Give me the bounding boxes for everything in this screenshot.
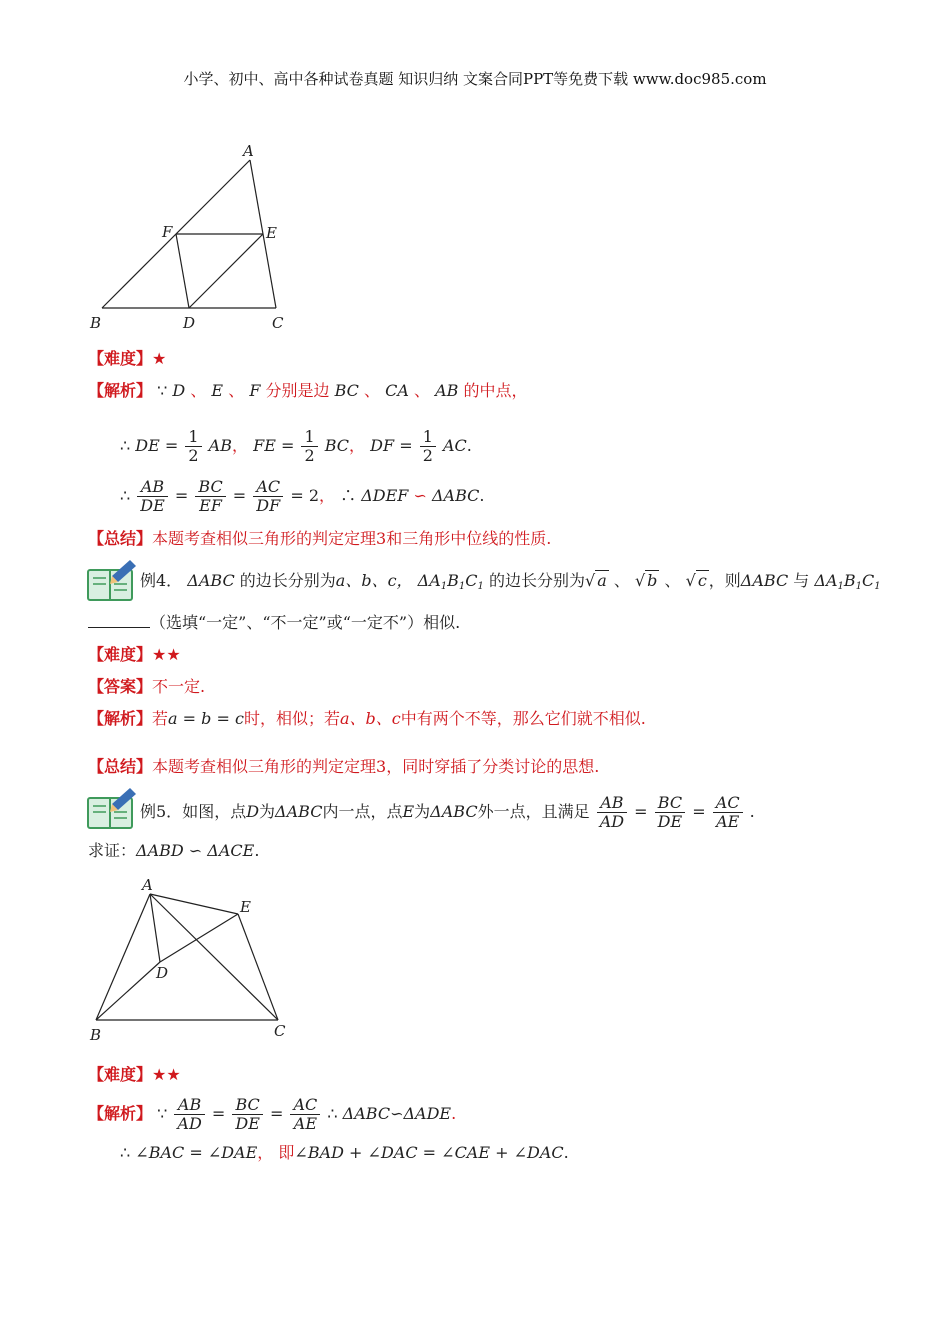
point-label-B: B [90,314,102,332]
denominator: 2 [422,446,433,465]
ex3-analysis-line3 [120,478,484,515]
sep: 、 [664,571,681,590]
var-D: D [172,381,186,400]
triangle-ABC: ΔABC [430,802,478,821]
denominator: AE [293,1114,317,1133]
text-fragment: 时，相似；若 [243,709,340,728]
fraction-AC-AE [290,1096,320,1133]
radicand: a [597,571,607,590]
text-fragment: 若 [152,709,169,728]
therefore-symbol: ∴ [120,436,131,455]
denominator: AD [177,1114,202,1133]
therefore-symbol: ∴ [120,486,131,505]
point-label-A: A [243,142,254,160]
tri-C: C [465,571,478,590]
seg-DF: DF [370,436,395,455]
fraction-AB-DE [137,478,168,515]
sqrt-a: √ a [585,571,607,590]
denominator: DF [256,496,281,515]
denominator: 2 [304,446,315,465]
text-fragment: 外一点，且满足 [477,802,590,821]
equals: = [174,486,189,505]
ex5-prove [88,840,259,862]
ex3-analysis-line1 [88,380,528,402]
seg-AB: AB [208,436,232,455]
fraction-AB-AD [597,794,627,831]
tri-C: C [862,571,875,590]
ex4-question-line2 [88,612,460,634]
vars-abc: a、b、c [339,709,401,728]
figure-triangle-midpoints [80,140,310,340]
tri-B: B [843,571,856,590]
denominator: DE [140,496,165,515]
book-pencil-icon [86,786,138,830]
numerator: AB [174,1096,204,1115]
period: . [466,436,472,455]
seg-BC: BC [324,436,350,455]
because-symbol: ∵ [157,1104,168,1123]
fraction-BC-DE [232,1096,263,1133]
ex4-analysis [88,708,646,730]
equals: = [269,1104,284,1123]
denominator: 2 [188,446,199,465]
numerator: 1 [301,428,317,447]
analysis-label: 【解析】 [88,381,153,400]
fraction-half [185,428,201,465]
text-fragment: 的边长分别为 [239,571,336,590]
segment-AD [150,894,160,962]
segment-DE [160,914,238,962]
triangle-ABC: ΔABC [275,802,323,821]
numerator: BC [232,1096,263,1115]
triangle-A1B1C1 [814,571,880,590]
segment-AB [96,894,150,1020]
triangle-ABC: ΔABC [187,571,235,590]
numerator: 1 [420,428,436,447]
period: . [479,486,485,505]
segment-DE [189,234,263,308]
fraction-BC-EF [195,478,225,515]
example-title: 例5． [140,802,183,821]
numerator: BC [195,478,225,497]
numerator: BC [655,794,686,813]
sub-1: 1 [477,581,484,592]
period: . [254,841,260,860]
because-symbol: ∵ [157,381,168,400]
comma: ， [319,486,336,505]
angle-equality: ∠BAC = ∠DAE [135,1143,258,1162]
similar-conclusion: ΔABC∽ΔADE [342,1104,452,1123]
ex5-analysis-line2 [120,1142,569,1164]
sub-1: 1 [874,581,881,592]
equality-abc: a = b = c [168,709,244,728]
text-fragment: 为 [414,802,431,821]
point-label-F: F [162,223,173,241]
difficulty-label: 【难度】 [88,645,153,664]
sqrt-b: √ b [634,571,658,590]
sep: 、 [414,381,431,400]
text-fragment: （选填“一定”、“不一定”或“一定不”）相似. [150,613,461,632]
therefore-symbol: ∴ [340,486,357,505]
segment-FD [176,234,189,308]
sub-1: 1 [855,581,863,592]
tri-A: ΔA [814,571,838,590]
sub-1: 1 [458,581,466,592]
point-label-C: C [272,314,284,332]
figure-quadrilateral [84,872,304,1048]
text-fragment: 的边长分别为 [488,571,585,590]
denominator: AD [599,812,625,831]
fraction-AB-AD [174,1096,204,1133]
equals: = [634,802,648,821]
numerator: 1 [185,428,201,447]
analysis-label: 【解析】 [88,709,153,728]
point-label-D: D [183,314,196,332]
summary-label: 【总结】 [88,757,153,776]
text-fragment: 的中点， [463,381,528,400]
text-fragment: 即 [278,1143,295,1162]
var-D: D [246,802,260,821]
triangle-A1B1C1 [418,571,484,590]
segment-AE [150,894,238,914]
sep: 、 [613,571,630,590]
text-fragment: 为 [259,802,276,821]
text-fragment: 与 [793,571,810,590]
numerator: AB [597,794,627,813]
sqrt-c: √ c [685,571,707,590]
segment-EC [238,914,278,1020]
ex5-difficulty [88,1064,181,1086]
angle-sum-equality: ∠BAD + ∠DAC = ∠CAE + ∠DAC [294,1143,564,1162]
difficulty-stars: ★★ [152,645,181,664]
point-label-D: D [156,964,169,982]
difficulty-label: 【难度】 [88,349,153,368]
var-F: F [249,381,261,400]
triangle-ABC: ΔABC [740,571,789,590]
fraction-AC-AE [713,794,743,831]
summary-label: 【总结】 [88,529,153,548]
point-label-A: A [142,876,153,894]
page-header: 小学、初中、高中各种试卷真题 知识归纳 文案合同PPT等免费下载 www.doc985.com [183,70,767,88]
ex4-summary [88,756,599,778]
denominator: AE [716,812,740,831]
fraction-half [420,428,436,465]
seg-FE: FE [253,436,276,455]
radicand: c [697,571,707,590]
ex5-question-line1 [140,794,755,831]
equals: = [280,436,295,455]
tri-B: B [447,571,459,590]
seg-DE: DE [135,436,160,455]
numerator: AC [253,478,283,497]
period: . [749,802,755,821]
equals: = [692,802,706,821]
seg-CA: CA [385,381,409,400]
sub-1: 1 [837,581,844,592]
difficulty-stars: ★★ [152,1065,181,1084]
ex3-summary [88,528,551,550]
numerator: AC [713,794,743,813]
sep: 、 [190,381,207,400]
sep: 、 [364,381,381,400]
similar-symbol: ∽ [413,486,427,505]
sub-1: 1 [440,581,448,592]
ex4-question-line1 [140,570,881,598]
ex3-analysis-line2 [120,428,472,465]
equals: = [290,486,304,505]
seg-BC: BC [334,381,359,400]
summary-text: 本题考查相似三角形的判定定理3和三角形中位线的性质. [152,529,552,548]
sides-abc: a、b、c， [335,571,413,590]
denominator: DE [657,812,683,831]
ratio-value: 2 [308,486,319,505]
point-label-E: E [240,898,251,916]
period: . [451,1104,457,1123]
equals: = [164,436,179,455]
text-fragment: ，则 [708,571,741,590]
fraction-half [301,428,317,465]
var-E: E [402,802,415,821]
therefore-symbol: ∴ [327,1104,338,1123]
denominator: DE [235,1114,260,1133]
point-label-C: C [274,1022,286,1040]
therefore-symbol: ∴ [120,1143,131,1162]
fraction-AC-DF [253,478,283,515]
ex5-analysis-line1 [88,1096,456,1133]
seg-AB: AB [435,381,459,400]
book-pencil-icon [86,558,138,602]
text-fragment: 内一点，点 [322,802,403,821]
ex3-difficulty [88,348,166,370]
triangle-DEF: ΔDEF [361,486,409,505]
difficulty-label: 【难度】 [88,1065,153,1084]
difficulty-stars: ★ [152,349,167,368]
sep: 、 [228,381,245,400]
summary-text: 本题考查相似三角形的判定定理3，同时穿插了分类讨论的思想. [152,757,600,776]
period: . [563,1143,569,1162]
answer-blank[interactable] [88,613,150,628]
denominator: EF [199,496,222,515]
ex4-answer [88,676,205,698]
analysis-label: 【解析】 [88,1104,153,1123]
comma: ， [349,436,366,455]
equals: = [399,436,413,455]
text-fragment: 分别是边 [265,381,330,400]
seg-AC: AC [442,436,467,455]
comma: ， [231,436,248,455]
numerator: AC [290,1096,320,1115]
segment-BD [96,962,160,1020]
ex4-difficulty [88,644,181,666]
var-E: E [211,381,224,400]
point-label-B: B [90,1026,102,1044]
numerator: AB [137,478,168,497]
prove-label: 求证： [88,841,137,860]
tri-A: ΔA [417,571,441,590]
text-fragment: 中有两个不等，那么它们就不相似. [400,709,646,728]
equals: = [232,486,247,505]
prove-statement: ΔABD ∽ ΔACE [136,841,255,860]
answer-label: 【答案】 [88,677,153,696]
triangle-ABC: ΔABC [431,486,480,505]
text-fragment: 如图，点 [182,802,247,821]
radicand: b [647,571,658,590]
equals: = [211,1104,226,1123]
fraction-BC-DE [655,794,686,831]
example-title: 例4． [140,571,183,590]
comma: ， [257,1143,274,1162]
answer-text: 不一定. [152,677,206,696]
point-label-E: E [266,224,277,242]
